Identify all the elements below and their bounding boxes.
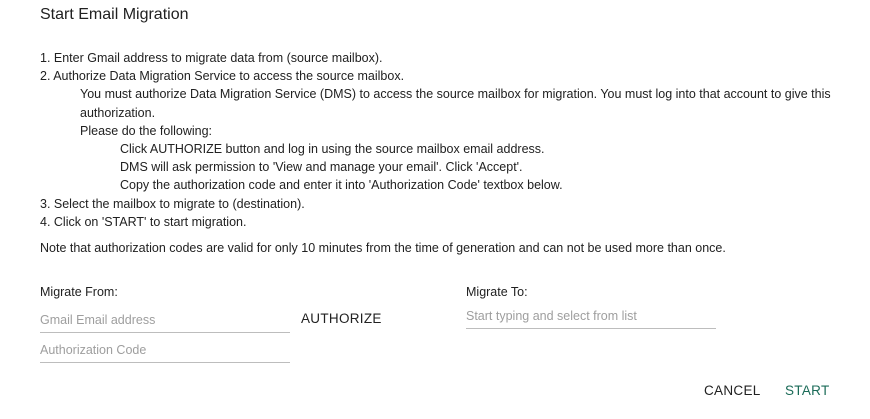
- migrate-from-label: Migrate From:: [40, 285, 118, 299]
- dialog-title: Start Email Migration: [40, 6, 189, 23]
- instruction-step-2: 2. Authorize Data Migration Service to access the source mailbox.: [40, 69, 405, 84]
- authorize-button[interactable]: AUTHORIZE: [301, 311, 382, 326]
- instructions: [40, 49, 850, 231]
- start-button[interactable]: START: [785, 383, 830, 398]
- destination-mailbox-input[interactable]: [466, 304, 716, 329]
- migrate-to-label: Migrate To:: [466, 285, 528, 299]
- instruction-substep-2: DMS will ask permission to 'View and manage your email'. Click 'Accept'.: [120, 160, 523, 175]
- cancel-button[interactable]: CANCEL: [704, 383, 761, 398]
- instruction-substep-3: Copy the authorization code and enter it into 'Authorization Code' textbox below.: [120, 178, 563, 193]
- authorization-note: Note that authorization codes are valid for only 10 minutes from the time of generation and can not be used more than once.: [40, 241, 726, 255]
- instruction-substep-1: Click AUTHORIZE button and log in using the source mailbox email address.: [120, 142, 545, 157]
- instruction-step-4: 4. Click on 'START' to start migration.: [40, 214, 247, 229]
- authorization-code-input[interactable]: [40, 338, 290, 363]
- instruction-step-1: 1. Enter Gmail address to migrate data from (source mailbox).: [40, 51, 383, 65]
- instruction-step-3: 3. Select the mailbox to migrate to (destination).: [40, 196, 305, 211]
- instruction-step-2-detail: You must authorize Data Migration Service (DMS) to access the source mailbox for migration. You must log into that account to give this authorization.: [80, 87, 831, 120]
- gmail-email-input[interactable]: [40, 308, 290, 333]
- instruction-step-2-please: Please do the following:: [80, 123, 213, 138]
